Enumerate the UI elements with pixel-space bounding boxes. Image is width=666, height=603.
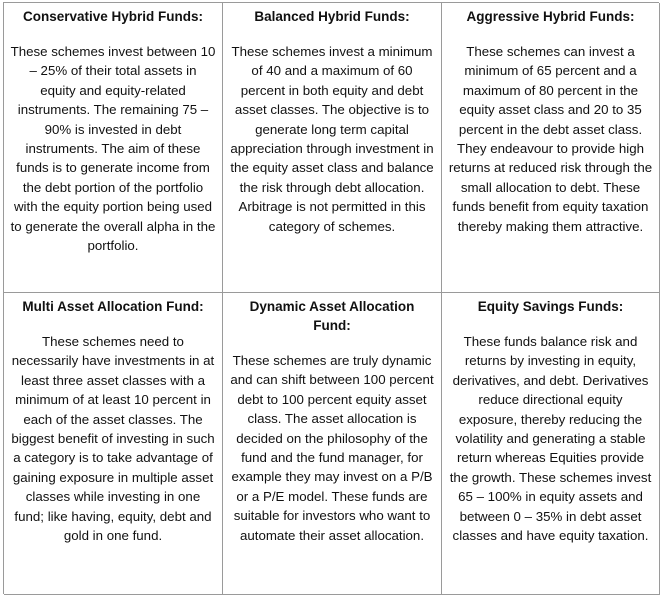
cell-body: These schemes invest between 10 – 25% of their total assets in equity and equity-related instruments. The remaining 75 – 90% is invested in debt instruments. The aim of these funds is to generate income from the debt portion of the portfolio with the equity portion being used to generate the overall alpha in the portfolio. [10, 44, 216, 254]
cell-body: These funds balance risk and returns by investing in equity, derivatives, and debt. Derivatives reduce directional equity exposure, thereby reducing the volatility and generating a stable return whereas Equities provide the growth. These schemes invest 65 – 100% in equity assets and between 0 – 35% in debt asset classes and have equity taxation. [449, 334, 652, 544]
hybrid-funds-table [3, 2, 659, 594]
multi-asset-cell [4, 293, 223, 595]
cell-title: Balanced Hybrid Funds: [254, 9, 410, 24]
dynamic-asset-cell [223, 293, 442, 595]
cell-title: Conservative Hybrid Funds: [22, 9, 204, 24]
equity-savings-cell [442, 293, 660, 595]
cell-title: Aggressive Hybrid Funds: [466, 9, 635, 24]
aggressive-hybrid-cell [442, 3, 660, 293]
conservative-hybrid-cell [4, 3, 223, 293]
cell-title: Dynamic Asset Allocation Fund: [249, 299, 415, 333]
cell-body: These schemes can invest a minimum of 65 percent and a maximum of 80 percent in the equity asset class and 20 to 35 percent in the debt asset class. They endeavour to provide high returns at reduced risk through the small allocation to debt. These funds benefit from equity taxation thereby making them attractive. [448, 44, 653, 234]
cell-body: These schemes invest a minimum of 40 and a maximum of 60 percent in both equity and debt asset classes. The objective is to generate long term capital appreciation through investment in the equity asset class and balance the risk through debt allocation. Arbitrage is not permitted in this category of schemes. [230, 44, 434, 234]
cell-title: Multi Asset Allocation Fund: [22, 299, 204, 314]
cell-body: These schemes are truly dynamic and can shift between 100 percent debt to 100 percent equity asset class. The asset allocation is decided on the philosophy of the fund and the fund manager, for example they may invest on a P/B or a P/E model. These funds are suitable for investors who want to automate their asset allocation. [230, 353, 434, 543]
cell-title: Equity Savings Funds: [477, 299, 624, 314]
cell-body: These schemes need to necessarily have investments in at least three asset classes with a minimum of at least 10 percent in each of the asset classes. The biggest benefit of investing in such a category is to take advantage of gaining exposure in multiple asset classes while investing in one fund; like having, equity, debt and gold in one fund. [11, 334, 215, 544]
balanced-hybrid-cell [223, 3, 442, 293]
